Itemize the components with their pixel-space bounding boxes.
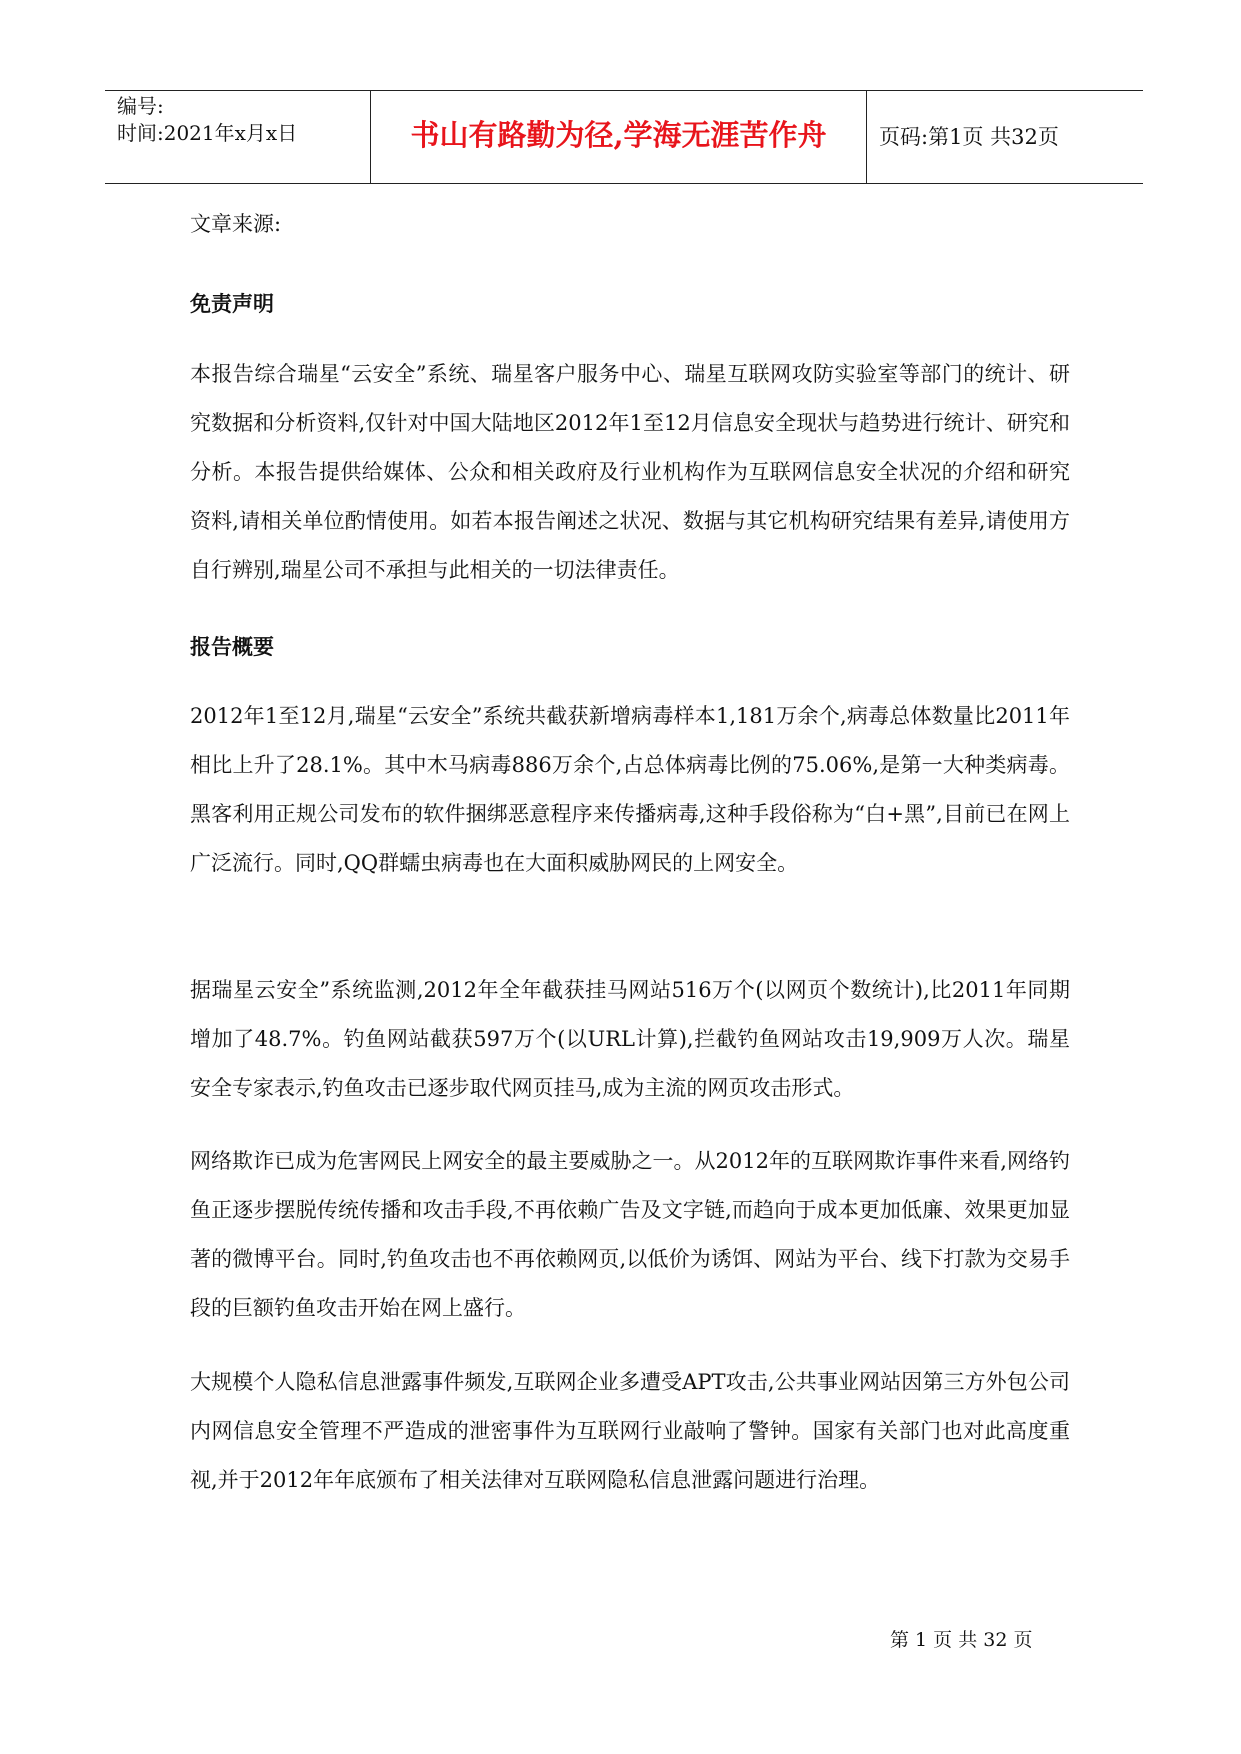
disclaimer-paragraph: 本报告综合瑞星“云安全”系统、瑞星客户服务中心、瑞星互联网攻防实验室等部门的统计、研究数据和分析资料,仅针对中国大陆地区2012年1至12月信息安全现状与趋势进行统计、研究和分析。本报告提供给媒体、公众和相关政府及行业机构作为互联网信息安全状况的介绍和研究资料,请相关单位酌情使用。如若本报告阐述之状况、数据与其它机构研究结果有差异,请使用方自行辨别,瑞星公司不承担与此相关的一切法律责任。 [190,362,1070,582]
header-right-cell [867,91,1143,183]
document-time-label: 时间:2021年x月x日 [117,121,298,145]
summary-paragraph-2: 据瑞星云安全”系统监测,2012年全年截获挂马网站516万个(以网页个数统计),比2011年同期增加了48.7%。钓鱼网站截获597万个(以URL计算),拦截钓鱼网站攻击19,909万人次。瑞星安全专家表示,钓鱼攻击已逐步取代网页挂马,成为主流的网页攻击形式。 [190,978,1070,1100]
page-footer: 第 1 页 共 32 页 [890,1629,1033,1651]
header-middle-cell [371,91,867,183]
page-header [105,90,1143,184]
summary-paragraph-4: 大规模个人隐私信息泄露事件频发,互联网企业多遭受APT攻击,公共事业网站因第三方外包公司内网信息安全管理不严造成的泄密事件为互联网行业敲响了警钟。国家有关部门也对此高度重视,并于2012年年底颁布了相关法律对互联网隐私信息泄露问题进行治理。 [190,1370,1070,1492]
header-motto: 书山有路勤为径,学海无涯苦作舟 [410,118,827,152]
summary-paragraph-1: 2012年1至12月,瑞星“云安全”系统共截获新增病毒样本1,181万余个,病毒总体数量比2011年相比上升了28.1%。其中木马病毒886万余个,占总体病毒比例的75.06%,是第一大种类病毒。黑客利用正规公司发布的软件捆绑恶意程序来传播病毒,这种手段俗称为“白+黑”,目前已在网上广泛流行。同时,QQ群蠕虫病毒也在大面积威胁网民的上网安全。 [190,704,1070,875]
disclaimer-heading: 免责声明 [190,291,274,316]
header-page-info: 页码:第1页 共32页 [879,125,1059,149]
header-left-cell [105,91,371,183]
summary-heading: 报告概要 [190,634,274,659]
summary-paragraph-3: 网络欺诈已成为危害网民上网安全的最主要威胁之一。从2012年的互联网欺诈事件来看,网络钓鱼正逐步摆脱传统传播和攻击手段,不再依赖广告及文字链,而趋向于成本更加低廉、效果更加显著的微博平台。同时,钓鱼攻击也不再依赖网页,以低价为诱饵、网站为平台、线下打款为交易手段的巨额钓鱼攻击开始在网上盛行。 [190,1149,1070,1320]
document-number-label: 编号: [117,94,164,118]
article-source-label: 文章来源: [190,212,282,236]
